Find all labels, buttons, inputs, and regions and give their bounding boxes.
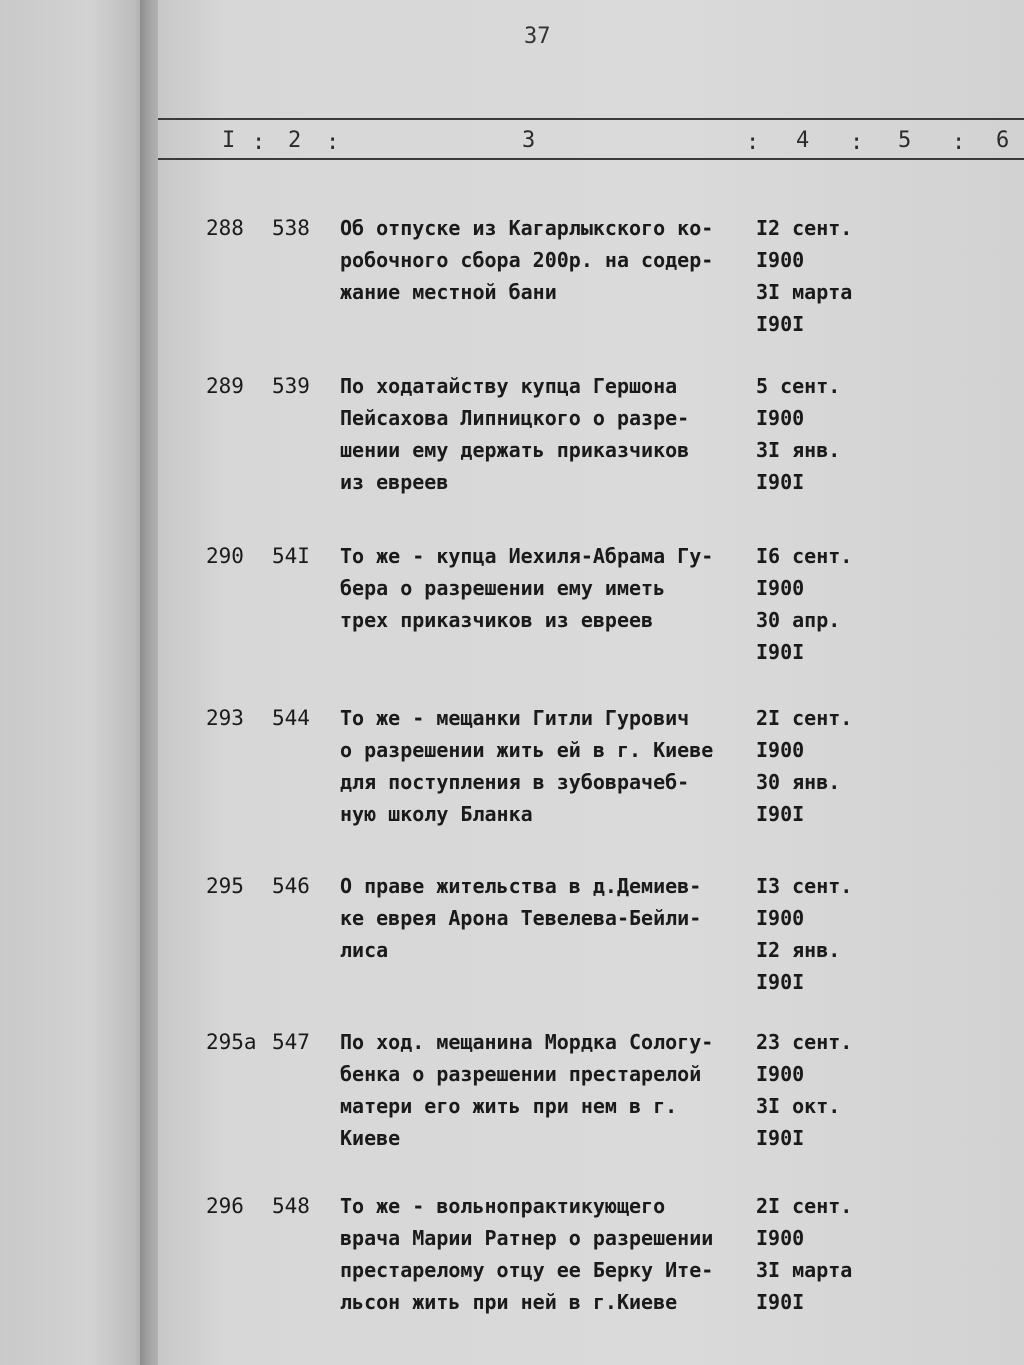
description-line: Киеве [340, 1126, 401, 1150]
entry-number: 288 [206, 216, 244, 240]
date-line: 3I марта [756, 1258, 853, 1282]
description-line: для поступления в зубоврачеб- [340, 770, 690, 794]
date-line: I2 сент. [756, 216, 853, 240]
entry-description [340, 370, 750, 498]
case-number: 539 [272, 374, 310, 398]
entry-number: 289 [206, 374, 244, 398]
case-number: 538 [272, 216, 310, 240]
entry-number: 295 [206, 874, 244, 898]
date-line: I900 [756, 1226, 805, 1250]
date-line: I90I [756, 470, 805, 494]
description-line: То же - вольнопрактикующего [340, 1194, 666, 1218]
description-line: льсон жить при ней в г.Киеве [340, 1290, 678, 1314]
description-line: По ходатайству купца Гершона [340, 374, 678, 398]
description-line: бера о разрешении ему иметь [340, 576, 666, 600]
description-line: ке еврея Арона Тевелева-Бейли- [340, 906, 702, 930]
description-line: По ход. мещанина Мордка Сологу- [340, 1030, 714, 1054]
column-separator: : [252, 130, 266, 155]
description-line: шении ему держать приказчиков [340, 438, 690, 462]
document-page [158, 0, 1024, 1365]
description-line: То же - купца Иехиля-Абрама Гу- [340, 544, 714, 568]
description-line: из евреев [340, 470, 449, 494]
entry-description [340, 870, 750, 966]
date-line: I90I [756, 802, 805, 826]
description-line: бенка о разрешении престарелой [340, 1062, 702, 1086]
column-separator: : [850, 130, 864, 155]
description-line: престарелому отцу ее Берку Ите- [340, 1258, 714, 1282]
column-header-6: 6 [996, 128, 1010, 153]
column-header-4: 4 [796, 128, 810, 153]
entry-description [340, 702, 750, 830]
date-line: I90I [756, 1126, 805, 1150]
column-header-1: I [222, 128, 236, 153]
date-line: I90I [756, 312, 805, 336]
date-line: I900 [756, 406, 805, 430]
date-line: I900 [756, 248, 805, 272]
case-number: 546 [272, 874, 310, 898]
date-line: 3I марта [756, 280, 853, 304]
column-header-3: 3 [522, 128, 536, 153]
date-line: I90I [756, 640, 805, 664]
case-number: 548 [272, 1194, 310, 1218]
entry-dates [756, 870, 876, 998]
date-line: I90I [756, 1290, 805, 1314]
entry-number: 296 [206, 1194, 244, 1218]
description-line: О праве жительства в д.Демиев- [340, 874, 702, 898]
column-separator: : [326, 130, 340, 155]
date-line: I900 [756, 906, 805, 930]
header-rule-top [158, 118, 1024, 120]
date-line: I900 [756, 1062, 805, 1086]
header-rule-bottom [158, 158, 1024, 160]
date-line: 3I янв. [756, 438, 841, 462]
date-line: 23 сент. [756, 1030, 853, 1054]
description-line: жание местной бани [340, 280, 557, 304]
date-line: 30 апр. [756, 608, 841, 632]
entry-description [340, 1026, 750, 1154]
entry-number: 290 [206, 544, 244, 568]
entry-description [340, 212, 750, 308]
entry-description [340, 1190, 750, 1318]
description-line: ную школу Бланка [340, 802, 533, 826]
date-line: I900 [756, 738, 805, 762]
entry-number: 295а [206, 1030, 257, 1054]
entry-number: 293 [206, 706, 244, 730]
date-line: 3I окт. [756, 1094, 841, 1118]
column-header-5: 5 [898, 128, 912, 153]
description-line: Пейсахова Липницкого о разре- [340, 406, 690, 430]
date-line: I90I [756, 970, 805, 994]
column-separator: : [746, 130, 760, 155]
description-line: лиса [340, 938, 389, 962]
date-line: 30 янв. [756, 770, 841, 794]
left-page-edge [0, 0, 150, 1365]
page-number: 37 [524, 24, 551, 49]
entry-dates [756, 1190, 876, 1318]
description-line: То же - мещанки Гитли Гурович [340, 706, 690, 730]
case-number: 547 [272, 1030, 310, 1054]
description-line: трех приказчиков из евреев [340, 608, 654, 632]
description-line: о разрешении жить ей в г. Киеве [340, 738, 714, 762]
entry-dates [756, 1026, 876, 1154]
date-line: 2I сент. [756, 706, 853, 730]
column-separator: : [952, 130, 966, 155]
date-line: I900 [756, 576, 805, 600]
entry-dates [756, 702, 876, 830]
entry-dates [756, 540, 876, 668]
date-line: I3 сент. [756, 874, 853, 898]
entry-dates [756, 370, 876, 498]
date-line: 2I сент. [756, 1194, 853, 1218]
entry-dates [756, 212, 876, 340]
date-line: I6 сент. [756, 544, 853, 568]
case-number: 544 [272, 706, 310, 730]
description-line: Об отпуске из Кагарлыкского ко- [340, 216, 714, 240]
column-header-2: 2 [288, 128, 302, 153]
case-number: 54I [272, 544, 310, 568]
entry-description [340, 540, 750, 636]
description-line: врача Марии Ратнер о разрешении [340, 1226, 714, 1250]
description-line: матери его жить при нем в г. [340, 1094, 678, 1118]
date-line: 5 сент. [756, 374, 841, 398]
date-line: I2 янв. [756, 938, 841, 962]
description-line: робочного сбора 200р. на содер- [340, 248, 714, 272]
